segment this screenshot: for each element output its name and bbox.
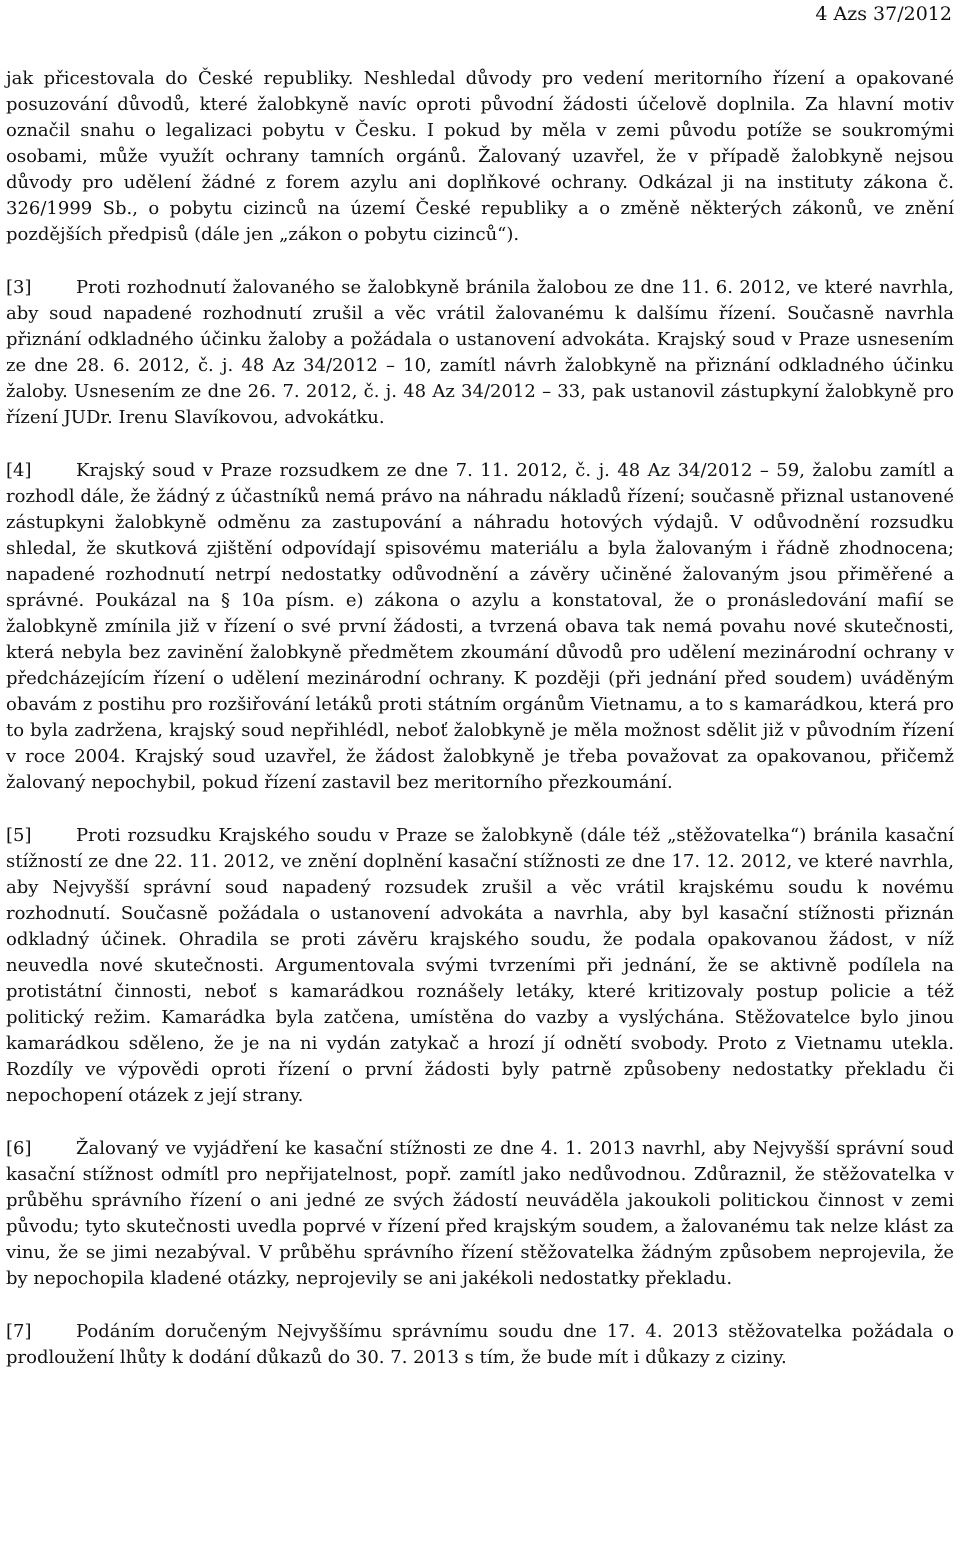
paragraph-number: [4] <box>6 460 32 481</box>
paragraph-6 <box>6 1136 954 1292</box>
paragraph-continued <box>6 66 954 248</box>
paragraph-number: [3] <box>6 277 32 298</box>
paragraph-text: Žalovaný ve vyjádření ke kasační stížnosti ze dne 4. 1. 2013 navrhl, aby Nejvyšší správní soud kasační stížnost odmítl pro nepřijatelnost, popř. zamítl jako nedůvodnou. Zdůraznil, že stěžovatelka v průběhu správního řízení o ani jedné ze svých žádostí neuváděla jakoukoli politickou činnost v zemi původu; tyto skutečnosti uvedla poprvé v řízení před krajským soudem, a žalovanému tak nelze klást za vinu, že se jimi nezabýval. V průběhu správního řízení stěžovatelka žádným způsobem neprojevila, že by nepochopila kladené otázky, neprojevily se ani jakékoli nedostatky překladu. <box>6 1138 954 1289</box>
paragraph-text: Proti rozsudku Krajského soudu v Praze se žalobkyně (dále též „stěžovatelka“) bránila kasační stížností ze dne 22. 11. 2012, ve znění doplnění kasační stížnosti ze dne 17. 12. 2012, ve které navrhla, aby Nejvyšší správní soud napadený rozsudek zrušil a věc vrátil krajskému soudu k novému rozhodnutí. Současně požádala o ustanovení advokáta a navrhla, aby byl kasační stížnosti přiznán odkladný účinek. Ohradila se proti závěru krajského soudu, že podala opakovanou žádost, v níž neuvedla nové skutečnosti. Argumentovala svými tvrzeními při jednání, že se aktivně podílela na protistátní činnosti, neboť s kamarádkou roznášely letáky, které kritizovaly postup policie a též politický režim. Kamarádka byla zatčena, umístěna do vazby a vyslýchána. Stěžovatelce bylo jinou kamarádkou sděleno, že je na ni vydán zatykač a hrozí jí odnětí svobody. Proto z Vietnamu utekla. Rozdíly ve výpovědi oproti řízení o první žádosti byly patrně způsobeny nedostatky překladu či nepochopení otázek z její strany. <box>6 825 954 1106</box>
paragraph-3 <box>6 275 954 431</box>
paragraph-number: [7] <box>6 1321 32 1342</box>
paragraph-text: Podáním doručeným Nejvyššímu správnímu soudu dne 17. 4. 2013 stěžovatelka požádala o prodloužení lhůty k dodání důkazů do 30. 7. 2013 s tím, že bude mít i důkazy z ciziny. <box>6 1321 954 1368</box>
paragraph-text: Krajský soud v Praze rozsudkem ze dne 7. 11. 2012, č. j. 48 Az 34/2012 – 59, žalobu zamítl a rozhodl dále, že žádný z účastníků nemá právo na náhradu nákladů řízení; současně přiznal ustanovené zástupkyni žalobkyně odměnu za zastupování a náhradu hotových výdajů. V odůvodnění rozsudku shledal, že skutková zjištění odpovídají spisovému materiálu a byla žalovaným i řádně zhodnocena; napadené rozhodnutí netrpí nedostatky odůvodnění a závěry učiněné žalovaným jsou přiměřené a správné. Poukázal na § 10a písm. e) zákona o azylu a konstatoval, že o pronásledování mafií se žalobkyně zmínila již v řízení o své první žádosti, a tvrzená obava tak nemá povahu nové skutečnosti, která nebyla bez zavinění žalobkyně předmětem zkoumání důvodů pro udělení mezinárodní ochrany v předcházejícím řízení o udělení mezinárodní ochrany. K později (při jednání před soudem) uváděným obavám z postihu pro rozšiřování letáků proti státním orgánům Vietnamu, a to s kamarádkou, která pro to byla zadržena, krajský soud nepřihlédl, neboť žalobkyně je měla možnost sdělit již v původním řízení v roce 2004. Krajský soud uzavřel, že žádost žalobkyně je třeba považovat za opakovanou, přičemž žalovaný nepochybil, pokud řízení zastavil bez meritorního přezkoumání. <box>6 460 955 793</box>
paragraph-number: [5] <box>6 825 32 846</box>
document-body <box>6 60 954 1371</box>
paragraph-4 <box>6 458 954 796</box>
paragraph-text: jak přicestovala do České republiky. Neshledal důvody pro vedení meritorního řízení a opakované posuzování důvodů, které žalobkyně navíc oproti původní žádosti účelově doplnila. Za hlavní motiv označil snahu o legalizaci pobytu v Česku. I pokud by měla v zemi původu potíže se soukromými osobami, může využít ochrany tamních orgánů. Žalovaný uzavřel, že v případě žalobkyně nejsou důvody pro udělení žádné z forem azylu ani doplňkové ochrany. Odkázal ji na instituty zákona č. 326/1999 Sb., o pobytu cizinců na území České republiky a o změně některých zákonů, ve znění pozdějších předpisů (dále jen „zákon o pobytu cizinců“). <box>6 68 954 245</box>
paragraph-number: [6] <box>6 1138 32 1159</box>
paragraph-7 <box>6 1319 954 1371</box>
paragraph-text: Proti rozhodnutí žalovaného se žalobkyně bránila žalobou ze dne 11. 6. 2012, ve které navrhla, aby soud napadené rozhodnutí zrušil a věc vrátil žalovanému k dalšímu řízení. Současně navrhla přiznání odkladného účinku žaloby a požádala o ustanovení advokáta. Krajský soud v Praze usnesením ze dne 28. 6. 2012, č. j. 48 Az 34/2012 – 10, zamítl návrh žalobkyně na přiznání odkladného účinku žaloby. Usnesením ze dne 26. 7. 2012, č. j. 48 Az 34/2012 – 33, pak ustanovil zástupkyní žalobkyně pro řízení JUDr. Irenu Slavíkovou, advokátku. <box>6 277 954 428</box>
case-number: 4 Azs 37/2012 <box>815 3 952 25</box>
paragraph-5 <box>6 823 954 1109</box>
